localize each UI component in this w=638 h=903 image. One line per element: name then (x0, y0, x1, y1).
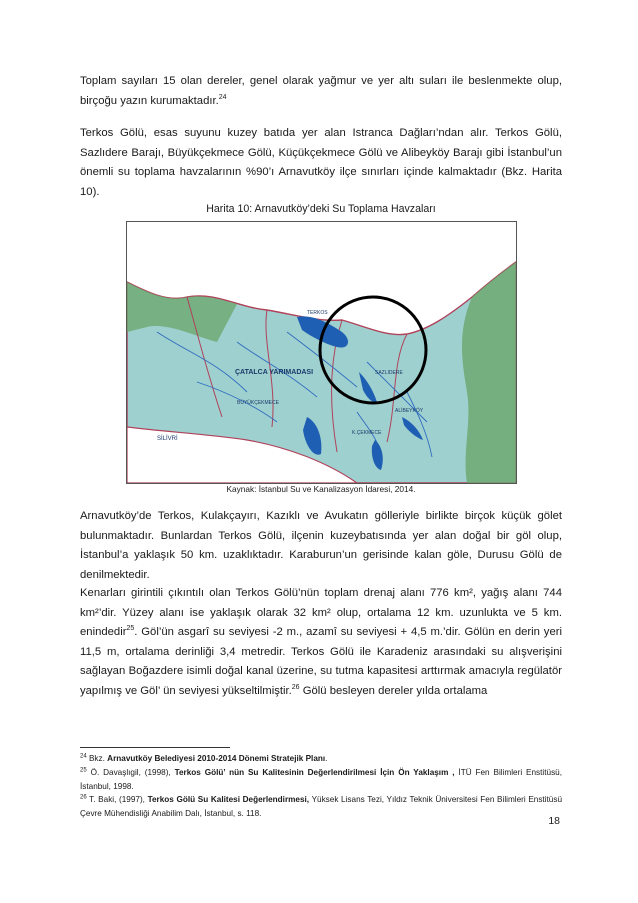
map-label-sazlidere: SAZLIDERE (375, 370, 403, 376)
footnote-text: Yüksek Lisans Tezi, Yıldız Teknik Üniversitesi Fen Bilimleri Enstitüsü Çevre Mühendisliği Anabilim Dalı, İstanbul, s. 118. (80, 795, 563, 818)
paragraph-terkos-details-text-1: Kenarları girintili çıkıntılı olan Terkos Gölü’nün toplam drenaj alanı 776 km², yağış alanı 744 km²’dir. Yüzey alanı ise yaklaşık olarak 32 km² olup, ortalama 12 km. uzunlukta ve 5 km. enindedir (80, 587, 562, 638)
footnote-ref-25[interactable]: 25 (126, 625, 135, 633)
paragraph-streams-text: Toplam sayıları 15 olan dereler, genel olarak yağmur ve yer altı suları ile beslenmekte olup, birçoğu yazın kurumaktadır. (80, 75, 562, 107)
paragraph-terkos-sources (80, 124, 562, 202)
footnote-divider (80, 747, 230, 748)
paragraph-lakes-text: Arnavutköy’de Terkos, Kulakçayırı, Kazıklı ve Avukatın gölleriyle birlikte birçok küçük gölet bulunmaktadır. Bunlardan Terkos Gölü, ilçenin kuzeybatısında yer alan doğal bir göl olup, İstanbul’a yaklaşık 50 km. uzaklıktadır. Karaburun’un gerisinde kalan göle, Durusu Gölü de denilmektedir. (80, 510, 562, 581)
paragraph-streams (80, 72, 562, 111)
footnote-text: T. Baki, (1997), (86, 795, 148, 804)
footnote-26 (80, 793, 562, 820)
footnote-title: Terkos Gölü’ nün Su Kalitesinin Değerlendirilmesi İçin Ön Yaklaşım , (174, 768, 455, 777)
footnote-ref-24[interactable]: 24 (218, 93, 227, 101)
map-label-catalca: ÇATALCA YARIMADASI (235, 369, 314, 376)
map-caption: Harita 10: Arnavutköy’deki Su Toplama Havzaları (206, 203, 436, 215)
footnote-24 (80, 752, 562, 766)
footnote-text: İTÜ Fen Bilimleri Enstitüsü, İstanbul, 1998. (80, 768, 562, 791)
map-label-silivri: SİLİVRİ (157, 436, 178, 442)
map-label-terkos: TERKOS (307, 310, 328, 316)
footnote-text: . (325, 754, 328, 763)
footnote-number: 25 (80, 767, 87, 774)
page-number: 18 (548, 815, 560, 827)
map-label-kucukcekmece: K.ÇEKMECE (352, 430, 382, 436)
map-label-buyukcekmece: BÜYÜKÇEKMECE (237, 400, 279, 406)
footnote-text: Ö. Davaşlıgil, (1998), (86, 768, 175, 777)
footnote-25 (80, 766, 562, 793)
watershed-map (126, 221, 517, 484)
footnote-title: Arnavutköy Belediyesi 2010-2014 Dönemi Stratejik Planı (107, 754, 326, 763)
paragraph-lakes (80, 507, 562, 585)
watershed-map-svg (127, 222, 516, 483)
paragraph-terkos-sources-text: Terkos Gölü, esas suyunu kuzey batıda yer alan Istranca Dağları’ndan alır. Terkos Gölü, Sazlıdere Barajı, Büyükçekmece Gölü, Küçükçekmece Gölü ve Alibeyköy Barajı gibi İstanbul’un önemli su toplama havzalarının %90’ı Arnavutköy ilçe sınırları içinde kalmaktadır (Bkz. Harita 10). (80, 127, 562, 198)
paragraph-terkos-details (80, 584, 562, 701)
paragraph-terkos-details-text-3: Gölü besleyen dereler yılda ortalama (299, 684, 488, 697)
map-label-alibeykoy: ALİBEYKÖY (395, 408, 424, 414)
footnote-number: 24 (80, 753, 87, 760)
map-source: Kaynak: İstanbul Su ve Kanalizasyon İdaresi, 2014. (226, 484, 416, 494)
footnote-text: Bkz. (86, 754, 108, 763)
footnote-title: Terkos Gölü Su Kalitesi Değerlendirmesi, (147, 795, 310, 804)
footnote-number: 26 (80, 794, 87, 801)
paragraph-terkos-details-text-2: . Göl’ün asgarî su seviyesi -2 m., azamî su seviyesi + 4,5 m.’dir. Gölün en derin yeri 11,5 m, ortalama derinliği 3,4 metredir. Terkos Gölü ile Karadeniz arasındaki su alışverişini sağlayan Boğazdere isimli doğal kanal üzerine, su tutma kapasitesi arttırmak amacıyla regülatör yapılmış ve Göl’ ün seviyesi yükseltilmiştir. (80, 626, 562, 697)
footnote-ref-26[interactable]: 26 (291, 683, 300, 691)
